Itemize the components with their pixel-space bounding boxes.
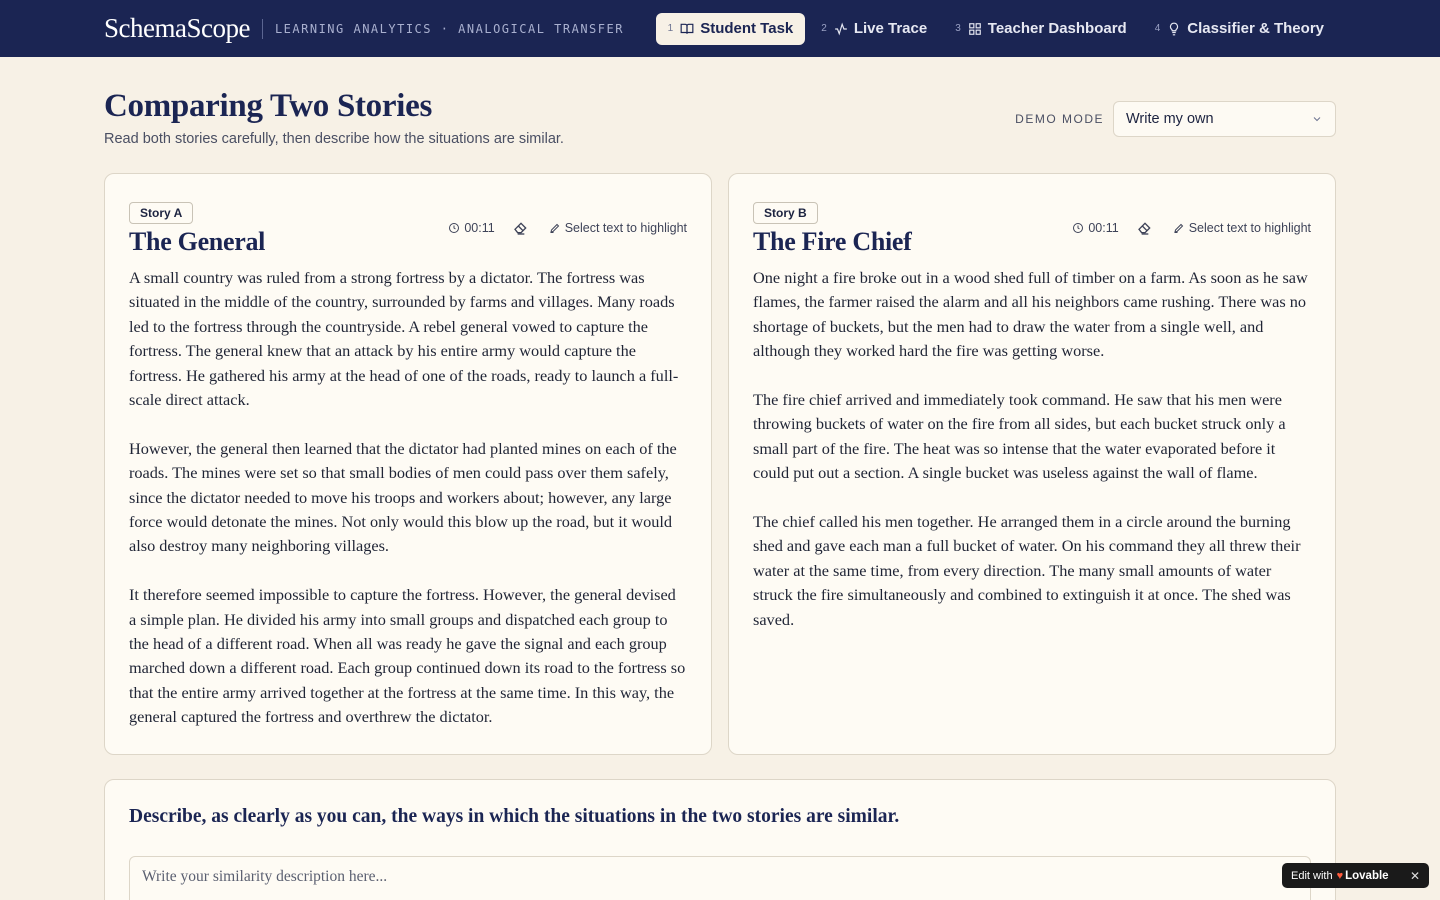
brand-divider — [262, 19, 263, 39]
clear-highlights-button[interactable] — [1137, 220, 1153, 236]
story-toolbar — [448, 220, 687, 236]
top-navbar — [0, 0, 1440, 57]
activity-icon — [834, 22, 848, 36]
nav-tab-label: Classifier & Theory — [1187, 20, 1324, 37]
demo-mode-select[interactable] — [1113, 101, 1336, 137]
demo-mode-label: DEMO MODE — [1015, 112, 1104, 126]
lightbulb-icon — [1167, 22, 1181, 36]
chevron-down-icon — [1311, 113, 1323, 125]
edit-with-lovable-badge[interactable] — [1282, 863, 1429, 888]
story-paragraph[interactable]: One night a fire broke out in a wood shed full of timber on a farm. As soon as he saw flames, the farmer raised the alarm and all his neighbors came rushing. There was no shortage of buckets, but the men had to draw the water from a single well, and although they worked hard the fire was getting worse. — [753, 268, 1308, 361]
story-paragraph[interactable]: The chief called his men together. He arranged them in a circle around the burning shed and gave each man a full bucket of water. On his command they all threw their water at the same time, from every direction. The many small amounts of water struck the fire simultaneously and combined to extinguish it at once. The shed was saved. — [753, 512, 1301, 629]
nav-tab-number: 3 — [955, 23, 961, 34]
similarity-prompt-card — [104, 779, 1336, 900]
story-toolbar — [1072, 220, 1311, 236]
story-tag: Story B — [753, 202, 818, 224]
close-icon[interactable]: ✕ — [1409, 868, 1420, 883]
timer-value: 00:11 — [1088, 221, 1119, 235]
badge-prefix: Edit with — [1291, 869, 1333, 882]
nav-tab-label: Teacher Dashboard — [987, 20, 1127, 37]
main-nav — [656, 13, 1336, 45]
similarity-question: Describe, as clearly as you can, the ways in which the situations in the two stories are similar. — [129, 806, 900, 827]
story-title: The General — [129, 227, 266, 256]
badge-brand: Lovable — [1345, 869, 1389, 882]
story-text[interactable] — [753, 266, 1311, 656]
nav-tab-student-task[interactable] — [656, 13, 806, 45]
story-paragraph[interactable]: It therefore seemed impossible to capture the fortress. However, the general devised a simple plan. He divided his army into small groups and dispatched each group to the head of a different road. When all was ready he gave the signal and each group marched down a different road. Each group continued down its road to the fortress so that the entire army arrived together at the fortress at the same time. In this way, the general captured the fortress and overthrew the dictator. — [129, 585, 686, 727]
clear-highlights-button[interactable] — [513, 220, 529, 236]
timer-value: 00:11 — [464, 221, 495, 235]
clock-icon — [448, 222, 460, 234]
similarity-answer-input[interactable] — [129, 856, 1311, 900]
nav-tab-number: 2 — [821, 23, 827, 34]
highlighter-icon — [1173, 222, 1185, 234]
story-card-a — [104, 173, 712, 755]
lovable-heart-icon: ♥ — [1336, 869, 1344, 882]
story-text[interactable] — [129, 266, 687, 754]
clock-icon — [1072, 222, 1084, 234]
demo-mode-value: Write my own — [1126, 111, 1214, 127]
story-paragraph[interactable]: However, the general then learned that the dictator had planted mines on each of the roads. The mines were set so that small bodies of men could pass over them safely, since the dictator needed to move his troops and workers about; however, any large force would detonate the mines. Not only would this blow up the road, but it would also destroy many neighboring villages. — [129, 438, 677, 556]
highlight-hint-text: Select text to highlight — [1188, 221, 1311, 235]
book-open-icon — [680, 22, 694, 36]
story-title: The Fire Chief — [753, 227, 912, 256]
reading-timer — [1072, 221, 1118, 235]
nav-tab-label: Live Trace — [853, 20, 928, 37]
highlighter-icon — [549, 222, 561, 234]
story-paragraph[interactable]: A small country was ruled from a strong fortress by a dictator. The fortress was situated in the middle of the country, surrounded by farms and villages. Many roads led to the fortress through the countryside. A rebel general vowed to capture the fortress. The general knew that an attack by his entire army would capture the fortress. He gathered his army at the head of one of the roads, ready to launch a full-scale direct attack. — [129, 268, 679, 410]
nav-tab-number: 4 — [1154, 23, 1161, 34]
story-tag: Story A — [129, 202, 193, 224]
demo-mode-control — [1015, 101, 1336, 137]
highlight-hint — [549, 221, 687, 235]
story-card-b — [728, 173, 1336, 755]
reading-timer — [448, 221, 494, 235]
page-subtitle: Read both stories carefully, then describe how the situations are similar. — [104, 131, 564, 147]
nav-tab-classifier-theory[interactable] — [1143, 13, 1336, 45]
eraser-icon — [1137, 220, 1153, 236]
nav-tab-live-trace[interactable] — [809, 13, 939, 45]
highlight-hint-text: Select text to highlight — [564, 221, 687, 235]
grid-icon — [968, 22, 982, 36]
brand-logo[interactable]: SchemaScope — [104, 13, 250, 43]
nav-tab-number: 1 — [667, 23, 674, 34]
nav-tab-teacher-dashboard[interactable] — [943, 13, 1139, 45]
eraser-icon — [513, 220, 529, 236]
story-paragraph[interactable]: The fire chief arrived and immediately took command. He saw that his men were throwing buckets of water on the fire from all sides, but each bucket struck only a small part of the fire. The heat was so intense that the water evaporated before it could put out a section. A single bucket was useless against the wall of flame. — [753, 390, 1286, 483]
highlight-hint — [1173, 221, 1311, 235]
page-header — [104, 88, 564, 147]
brand-subtitle: LEARNING ANALYTICS · ANALOGICAL TRANSFER — [274, 21, 624, 36]
nav-tab-label: Student Task — [700, 20, 794, 37]
page-title: Comparing Two Stories — [104, 88, 432, 124]
